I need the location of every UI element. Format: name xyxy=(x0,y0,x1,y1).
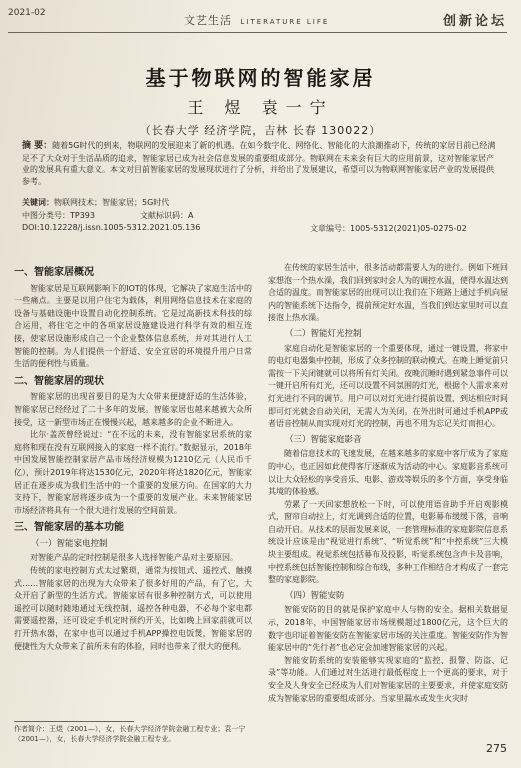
section-heading: （一）智能家电控制 xyxy=(31,538,108,549)
paragraph: 智能家居的出现首要目的是为大众带来便捷舒适的生活体验，智能家居已经经过了二十多年的发展。智能家居也越来越被大众所接受，这一新型市场正在慢慢兴起，越来越多的企业不断进入。 xyxy=(14,392,252,427)
page-header xyxy=(8,6,507,34)
section-name: 创新论坛 xyxy=(442,14,507,29)
paragraph: 智能安防的目的就是保护家庭中人与物的安全。据相关数据显示，2018年，中国智能家居市场规模超过1800亿元，这个巨大的数字也印证着智能安防在智能家居市场的关注重度。智能安防作为智能家居中的“先行者”也必定会加速智能家居的兴起。 xyxy=(268,605,508,653)
article-number: 文章编号：1005-5312(2021)05-0275-02 xyxy=(310,224,467,233)
section-heading: 一、智能家居概况 xyxy=(14,267,94,278)
section-heading: 二、智能家居的现状 xyxy=(14,375,104,387)
abstract-label: 摘 要： xyxy=(22,141,53,151)
paragraph: 智能家居是互联网影响下的IOT的体现，它解决了家庭生活中的一些痛点。主要是以用户住宅为载体，利用网络信息技术在家庭的设备与基础设施中设置自动化控制系统。它是过高新技术科技的综合运用，将住宅之中的各项家居设施建设进行科学有效的相互连接，使家居设施形成自己一个企业整体信息系统，并对其进行人工智能的控制。为人们提供一个舒适、安全宜居的环境提升用户日常生活的便利性与质量。 xyxy=(14,283,252,369)
left-column xyxy=(14,262,252,653)
clc-number: 中图分类号：TP393 xyxy=(22,211,95,220)
abstract-text: 随着5G时代的到来，物联网的发展迎来了新的机遇。在如今数字化、网络化、智能化的大浪潮推动下，传统的家居目前已经满足不了大众对于生活品质的追求，智能家居已成为社会信息发展的重要组成部分。物联网在未来会有巨大的应用前景，这对智能家居产业的发展具有重大意义。本文对目前智能家居的发展现状进行了分析，并给出了发展建议，希望可以为物联网智能家居产业的发展提供参考。 xyxy=(22,141,496,186)
keywords-label: 关键词： xyxy=(22,198,54,207)
doi: DOI:10.12228/j.issn.1005-5312.2021.05.136 xyxy=(22,223,201,232)
paragraph: 智能安防系统的安装能够实现家庭的“监控、报警、防盗、记录”等功能。人们通过对生活进行最低程度上一个更高的要求，对于安全及人身安全已经成为人们对智能家居的主要要求，并使家庭安防成为智能家居的重要组成部分。当家里漏水或发生火灾时 xyxy=(268,655,508,703)
page-number: 275 xyxy=(486,742,507,755)
paragraph: 家庭自动化是智能家居的一个重要体现，通过一键设置，将家中的电灯电器集中控制，形成了众多控制的联动模式。在晚上睡觉前只需按一下关闭键就可以将所有灯关闭。夜晚沉睡时遇到紧急事件可以一键开启所有灯光，还可以设置不同氛围的灯光，根据个人需求来对灯光进行不同的调节。用户可以对灯光进行提前设置，到达相应时间即可灯光就会自动关闭，无需人为关闭。在外出时可通过手机APP或者语音控制从而实现对灯光的控制，再也不用为忘记关灯而担心。 xyxy=(268,343,508,429)
article-title: 基于物联网的智能家居 xyxy=(145,66,376,90)
paragraph: 劳累了一天回家想放松一下时，可以使用语音助手开启观影模式，窗帘自动拉上，灯光调到合适的位置，电影幕布缓缓下落，音响自动开启。从技术的层面发展来说，一套管理标准的家庭影院信息系统设计应该是由“视觉进行系统”、“听觉系统”和“中控系统”三大模块主要组成。视觉系统包括幕布及投影，听觉系统包含声卡及音响，中控系统包括智能控制和综合布线，多种工作相结合才构成了一套完整的家庭影院。 xyxy=(268,499,508,585)
paragraph: 比尔·盖茨曾经说过：“在不远的未来，没有智能家居系统的家庭将和现在没有互联网接入的家庭一样不流行。”数据显示，2018年中国发展智能控制家居产品市场经济规模为1210亿元（人民币千亿），预计2019年将达1530亿元，2020年将达1820亿元，智能家居正在逐步成为我们生活中的一个重要的发展方向。在国家的大力支持下，智能家居将逐步成为一个重要的发展产业。未来智能家居市场经济将具有一个很大进行发展的空间前景。 xyxy=(14,430,252,515)
doi-row xyxy=(22,223,500,235)
footnote-rule xyxy=(14,721,134,722)
author-footnote: 作者简介：王煜（2001—），女，长春大学经济学院金融工程专业；袁一宁（2001—），女，长春大学经济学院金融工程专业。 xyxy=(14,725,246,743)
article-authors: 王 煜 袁一宁 xyxy=(187,98,334,117)
section-heading: 三、智能家居的基本功能 xyxy=(14,522,124,534)
section-heading: （二）智能灯光控制 xyxy=(285,328,362,339)
paragraph: 随着信息技术的飞速发展，在越来越多的家庭中客厅成为了家庭的中心，也正因如此使得客厅逐渐成为活动的中心。家庭影音系统可以让大众轻松的享受音乐、电影、游戏等娱乐的多个方面，享受身临其境的体验感。 xyxy=(268,449,508,497)
keywords xyxy=(22,197,169,208)
right-column xyxy=(268,262,508,705)
document-code: 文献标识码：A xyxy=(140,211,194,220)
paragraph: 在传统的家居生活中，很多活动都需要人为的进行。例如下班回家想泡一个热水澡，我们回到家时会人为的调控水温，使得水温达到合适的温度。而智能家居的出现可以让我们在下班路上通过手机向屋内的智能系统下达指令，提前预定好水温，当我们到达家里时可以直接泡上热水澡。 xyxy=(268,263,508,323)
journal-name xyxy=(184,12,329,28)
section-heading: （四）智能安防 xyxy=(285,590,345,601)
author-affiliation: （长春大学 经济学院，吉林 长春 130022） xyxy=(139,124,382,137)
paragraph: 对智能产品的定时控制是很多人选择智能产品对主要原因。 xyxy=(30,553,238,563)
journal-name-en: LITERATURE LIFE xyxy=(240,18,330,26)
journal-name-cn: 文艺生活 xyxy=(184,14,232,27)
section-heading: （三）智能家庭影音 xyxy=(285,434,362,445)
header-rule xyxy=(8,32,507,33)
abstract xyxy=(22,140,500,187)
paragraph: 传统的家电控制方式太过繁琐，通常为按钮式、遥控式、触摸式……智能家居的出现为大众带来了很多好用的产品，有了它，大众开启了新型的生活方式。智能家居有很多种控制方式，可以使用遥控可以随时随地通过无线控制，遥控各种电器，不必每个家电都需要遥控器，还可设定手机定时预约开关，比如晚上回家前就可以打开热水器，在家中也可以通过手机APP操控电饭煲，智能家居的便捷性为大众带来了前所未有的体验，同时也带来了很大的便利。 xyxy=(14,566,252,651)
issue-label: 2021-02 xyxy=(8,8,46,18)
classification-row xyxy=(22,210,500,222)
keywords-text: 物联网技术；智能家居；5G时代 xyxy=(54,198,170,207)
